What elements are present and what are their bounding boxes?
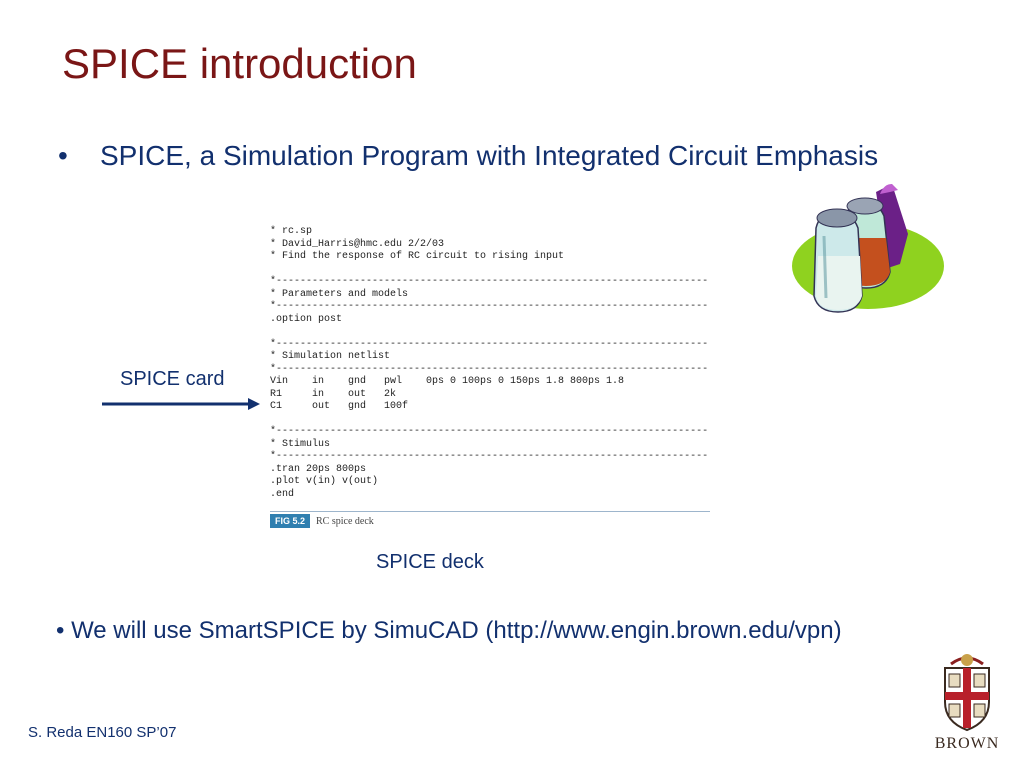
spice-deck-figure xyxy=(270,226,710,528)
salt-pepper-shakers-illustration xyxy=(780,176,945,326)
brown-university-logo xyxy=(922,652,1012,753)
brown-wordmark: BROWN xyxy=(934,735,1000,752)
bullet-marker: • xyxy=(58,140,68,171)
smartspice-note: • We will use SmartSPICE by SimuCAD (http://www.engin.brown.edu/vpn) xyxy=(56,617,842,644)
spice-card-label: SPICE card xyxy=(120,368,225,390)
slide-title: SPICE introduction xyxy=(62,40,417,87)
bullet-item xyxy=(58,138,918,174)
bullet-text: SPICE, a Simulation Program with Integrated Circuit Emphasis xyxy=(100,140,879,171)
spice-deck-label: SPICE deck xyxy=(376,551,484,573)
spice-deck-code: * rc.sp * David_Harris@hmc.edu 2/2/03 * Find the response of RC circuit to rising input *------------------------------------------------------------------------ * Parameters and models *------------------------------------------------------------------------ .option post *------------------------------------------------------------------------ * Simulation netlist *------------------------------------------------------------------------ Vin in gnd pwl 0ps 0 100ps 0 150ps 1.8 800ps 1.8 R1 in out 2k C1 out gnd 100f *------------------------------------------------------------------------ * Stimulus *------------------------------------------------------------------------ .tran 20ps 800ps .plot v(in) v(out) .end xyxy=(270,226,709,500)
shield-icon xyxy=(937,652,997,732)
figure-caption-text: RC spice deck xyxy=(316,515,374,527)
footer-text: S. Reda EN160 SP’07 xyxy=(28,724,177,741)
figure-caption xyxy=(270,511,710,528)
figure-label: FIG 5.2 xyxy=(270,514,310,528)
right-arrow-icon xyxy=(102,396,262,417)
